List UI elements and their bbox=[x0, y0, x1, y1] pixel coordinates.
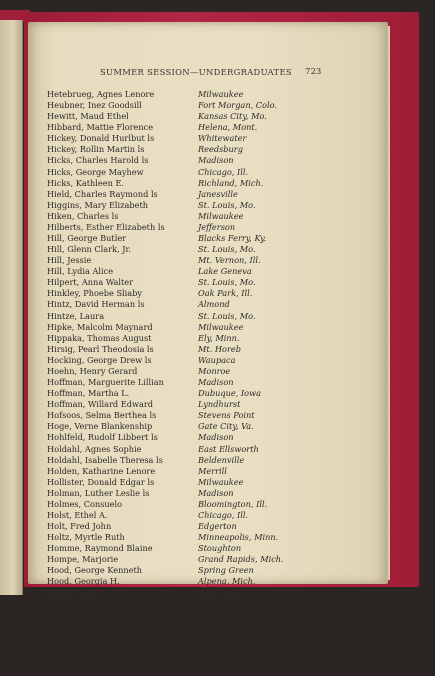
hometown: Reedsburg bbox=[198, 144, 243, 155]
student-name: Holtz, Myrtle Ruth bbox=[47, 532, 125, 543]
hometown: Chicago, Ill. bbox=[198, 166, 249, 177]
list-item bbox=[47, 421, 367, 432]
hometown: Merrill bbox=[198, 465, 227, 476]
student-name: Hohlfeld, Rudolf Libbert ls bbox=[47, 432, 158, 443]
list-item bbox=[47, 444, 367, 455]
student-name: Hickey, Donald Hurlbut ls bbox=[47, 133, 155, 144]
student-name: Hopkins, Jane Elizabeth bbox=[47, 642, 147, 653]
hometown: Helena, Mont. bbox=[198, 122, 258, 133]
student-name: Hopkins, Edith bbox=[47, 631, 109, 642]
student-name: Hicks, Kathleen E. bbox=[47, 177, 125, 188]
hometown: Fort Morgan, Colo. bbox=[198, 100, 277, 111]
student-name: Hoge, Verne Blankenship bbox=[47, 421, 153, 432]
list-item bbox=[47, 499, 367, 510]
student-name: Hicks, Charles Harold ls bbox=[47, 155, 149, 166]
list-item bbox=[47, 189, 367, 200]
list-item bbox=[47, 299, 367, 310]
student-name: Hompe, Marjorie bbox=[47, 554, 119, 565]
student-name: Hoffman, Willard Edward bbox=[47, 399, 154, 410]
hometown: St. Louis, Mo. bbox=[198, 277, 256, 288]
list-item bbox=[47, 621, 367, 632]
student-name: Holmes, Consuelo bbox=[47, 498, 123, 509]
hometown: West Allis bbox=[198, 587, 239, 598]
list-item bbox=[47, 255, 367, 266]
hometown: Milwaukee bbox=[198, 89, 244, 99]
student-name: Holdahl, Isabelle Theresa ls bbox=[47, 454, 163, 465]
hometown: Stoughton bbox=[198, 543, 242, 554]
student-name: Hetebrueg, Agnes Lenore bbox=[47, 89, 155, 99]
student-name: Hoppenyan, Margaret Mary ls bbox=[47, 665, 173, 676]
student-name: Hopkins, Alice Isabel bbox=[47, 620, 135, 631]
student-name: Hoole, Patricia bbox=[47, 587, 109, 598]
list-item bbox=[47, 599, 367, 610]
student-name: Holt, Fred John bbox=[47, 521, 112, 532]
hometown: Stevens Point bbox=[198, 410, 255, 421]
list-item bbox=[47, 144, 367, 155]
student-name: Hill, Jessie bbox=[47, 255, 92, 266]
hometown: Kansas City, Mo. bbox=[198, 111, 267, 122]
list-item bbox=[47, 410, 367, 421]
list-item bbox=[47, 89, 367, 100]
hometown: Whitewater bbox=[198, 133, 247, 144]
student-name: Hirsig, Pearl Theodosia ls bbox=[47, 343, 154, 354]
student-name: Hooper, Helen ls bbox=[47, 598, 117, 609]
student-name: Hibbard, Mattie Florence bbox=[47, 122, 154, 133]
hometown: Lyndhurst bbox=[198, 399, 241, 410]
hometown: Kansas City, Kans. bbox=[198, 631, 275, 642]
list-item bbox=[47, 355, 367, 366]
list-item bbox=[47, 222, 367, 233]
list-item bbox=[47, 576, 367, 587]
hometown: Monroe bbox=[198, 365, 231, 376]
hometown: Madison bbox=[198, 155, 234, 166]
hometown: Gate City, Va. bbox=[198, 421, 254, 432]
hometown: Madison bbox=[198, 377, 234, 388]
student-name: Hollister, Donald Edgar ls bbox=[47, 476, 155, 487]
student-name: Hoehn, Henry Gerard bbox=[47, 365, 138, 376]
hometown: Spring Green bbox=[198, 565, 254, 576]
hometown: Bloomington, Ill. bbox=[198, 498, 268, 509]
hometown: Lake Geneva bbox=[198, 266, 252, 277]
student-name: Holden, Katharine Lenore bbox=[47, 465, 156, 476]
list-item bbox=[47, 233, 367, 244]
hometown: Blacks Ferry, Ky. bbox=[198, 233, 267, 244]
student-name: Hill, George Butler bbox=[47, 233, 127, 244]
student-name: Homme, Raymond Blaine bbox=[47, 543, 153, 554]
hometown: St. Louis, Mo. bbox=[198, 244, 256, 255]
hometown: Waupaca bbox=[198, 354, 236, 365]
student-name: Hinkley, Phoebe Sliaby bbox=[47, 288, 143, 299]
list-item bbox=[47, 266, 367, 277]
list-item bbox=[47, 455, 367, 466]
student-name: Hocking, George Drew ls bbox=[47, 354, 152, 365]
hometown: Platteville bbox=[198, 653, 240, 664]
student-name: Higgins, Mary Elizabeth bbox=[47, 199, 149, 210]
hometown: Madison bbox=[198, 487, 234, 498]
list-item bbox=[47, 333, 367, 344]
hometown: St. Louis, Mo. bbox=[198, 310, 256, 321]
hometown: Milwaukee bbox=[198, 210, 244, 221]
list-item bbox=[47, 244, 367, 255]
student-name: Hippaka, Thomas August bbox=[47, 332, 152, 343]
hometown: Madison bbox=[198, 432, 234, 443]
list-item bbox=[47, 532, 367, 543]
hometown: Milwaukee bbox=[198, 476, 244, 487]
hometown: Springfield, Ill. bbox=[198, 609, 261, 620]
hometown: Oshkosh bbox=[198, 598, 234, 609]
student-name: Heubner, Inez Goodsill bbox=[47, 100, 142, 111]
student-list bbox=[47, 89, 367, 676]
list-item bbox=[47, 388, 367, 399]
hometown: Grand Rapids, Mich. bbox=[198, 554, 284, 565]
student-name: Hood, Georgia H. bbox=[47, 576, 120, 587]
hometown: Mt. Vernon, Ill. bbox=[198, 255, 261, 266]
list-item bbox=[47, 521, 367, 532]
hometown: Ashland bbox=[198, 665, 232, 676]
hometown: Chicago, Ill. bbox=[198, 509, 249, 520]
student-name: Hill, Glenn Clark, Jr. bbox=[47, 244, 132, 255]
list-item bbox=[47, 488, 367, 499]
list-item bbox=[47, 344, 367, 355]
student-name: Holdahl, Agnes Sophie bbox=[47, 443, 142, 454]
hometown: St. Louis, Mo. bbox=[198, 199, 256, 210]
list-item bbox=[47, 643, 367, 654]
student-name: Holst, Ethel A. bbox=[47, 509, 108, 520]
hometown: Almond bbox=[198, 299, 230, 310]
hometown: Minneapolis, Minn. bbox=[198, 532, 279, 543]
student-name: Hoffman, Martha L. bbox=[47, 388, 130, 399]
hometown: Princeton, Ind. bbox=[198, 620, 260, 631]
student-name: Hintz, David Herman ls bbox=[47, 299, 145, 310]
hometown: Beldenville bbox=[198, 454, 245, 465]
list-item bbox=[47, 377, 367, 388]
list-item bbox=[47, 588, 367, 599]
hometown: Jefferson bbox=[198, 221, 236, 232]
student-name: Hofsoos, Selma Berthea ls bbox=[47, 410, 157, 421]
list-item bbox=[47, 477, 367, 488]
hometown: Janesville bbox=[198, 188, 238, 199]
list-item bbox=[47, 632, 367, 643]
list-item bbox=[47, 288, 367, 299]
hometown: Washington, D. C. bbox=[198, 642, 272, 653]
student-name: Holman, Luther Leslie ls bbox=[47, 487, 150, 498]
student-name: Hilpert, Anna Walter bbox=[47, 277, 134, 288]
list-item bbox=[47, 322, 367, 333]
list-item bbox=[47, 211, 367, 222]
student-name: Hood, George Kenneth bbox=[47, 565, 143, 576]
list-item bbox=[47, 565, 367, 576]
list-item bbox=[47, 311, 367, 322]
list-item bbox=[47, 432, 367, 443]
list-item bbox=[47, 122, 367, 133]
list-item bbox=[47, 610, 367, 621]
hometown: Richland, Mich. bbox=[198, 177, 264, 188]
running-title: SUMMER SESSION—UNDERGRADUATES bbox=[100, 67, 292, 77]
student-name: Hipke, Malcolm Maynard bbox=[47, 321, 153, 332]
student-name: Hilberts, Esther Elizabeth ls bbox=[47, 221, 165, 232]
student-name: Hoffman, Marguerite Lillian bbox=[47, 377, 164, 388]
hometown: Alpena, Mich. bbox=[198, 576, 256, 587]
list-item bbox=[47, 510, 367, 521]
hometown: Edgerton bbox=[198, 521, 237, 532]
list-item bbox=[47, 654, 367, 665]
list-item bbox=[47, 111, 367, 122]
left-page-edge bbox=[0, 20, 23, 595]
list-item bbox=[47, 167, 367, 178]
hometown: East Ellsworth bbox=[198, 443, 259, 454]
student-name: Hicks, George Mayhew bbox=[47, 166, 144, 177]
student-name: Hield, Charles Raymond ls bbox=[47, 188, 158, 199]
list-item bbox=[47, 133, 367, 144]
hometown: Dubuque, Iowa bbox=[198, 388, 261, 399]
list-item bbox=[47, 277, 367, 288]
student-name: Hoppe, Erich Otto ls bbox=[47, 653, 133, 664]
hometown: Mt. Horeb bbox=[198, 343, 241, 354]
list-item bbox=[47, 100, 367, 111]
page-number: 723 bbox=[305, 67, 322, 77]
student-name: Hill, Lydia Alice bbox=[47, 266, 114, 277]
student-name: Hiken, Charles ls bbox=[47, 210, 119, 221]
list-item bbox=[47, 543, 367, 554]
student-name: Hewitt, Maud Ethel bbox=[47, 111, 129, 122]
list-item bbox=[47, 155, 367, 166]
list-item bbox=[47, 399, 367, 410]
list-item bbox=[47, 466, 367, 477]
list-item bbox=[47, 366, 367, 377]
list-item bbox=[47, 200, 367, 211]
hometown: Oak Park, Ill. bbox=[198, 288, 253, 299]
hometown: Ely, Minn. bbox=[198, 332, 240, 343]
student-name: Hoopes, Louise Olive bbox=[47, 609, 135, 620]
list-item bbox=[47, 178, 367, 189]
student-name: Hickey, Rollin Martin ls bbox=[47, 144, 145, 155]
list-item bbox=[47, 554, 367, 565]
student-name: Hintze, Laura bbox=[47, 310, 105, 321]
hometown: Milwaukee bbox=[198, 321, 244, 332]
list-item bbox=[47, 665, 367, 676]
